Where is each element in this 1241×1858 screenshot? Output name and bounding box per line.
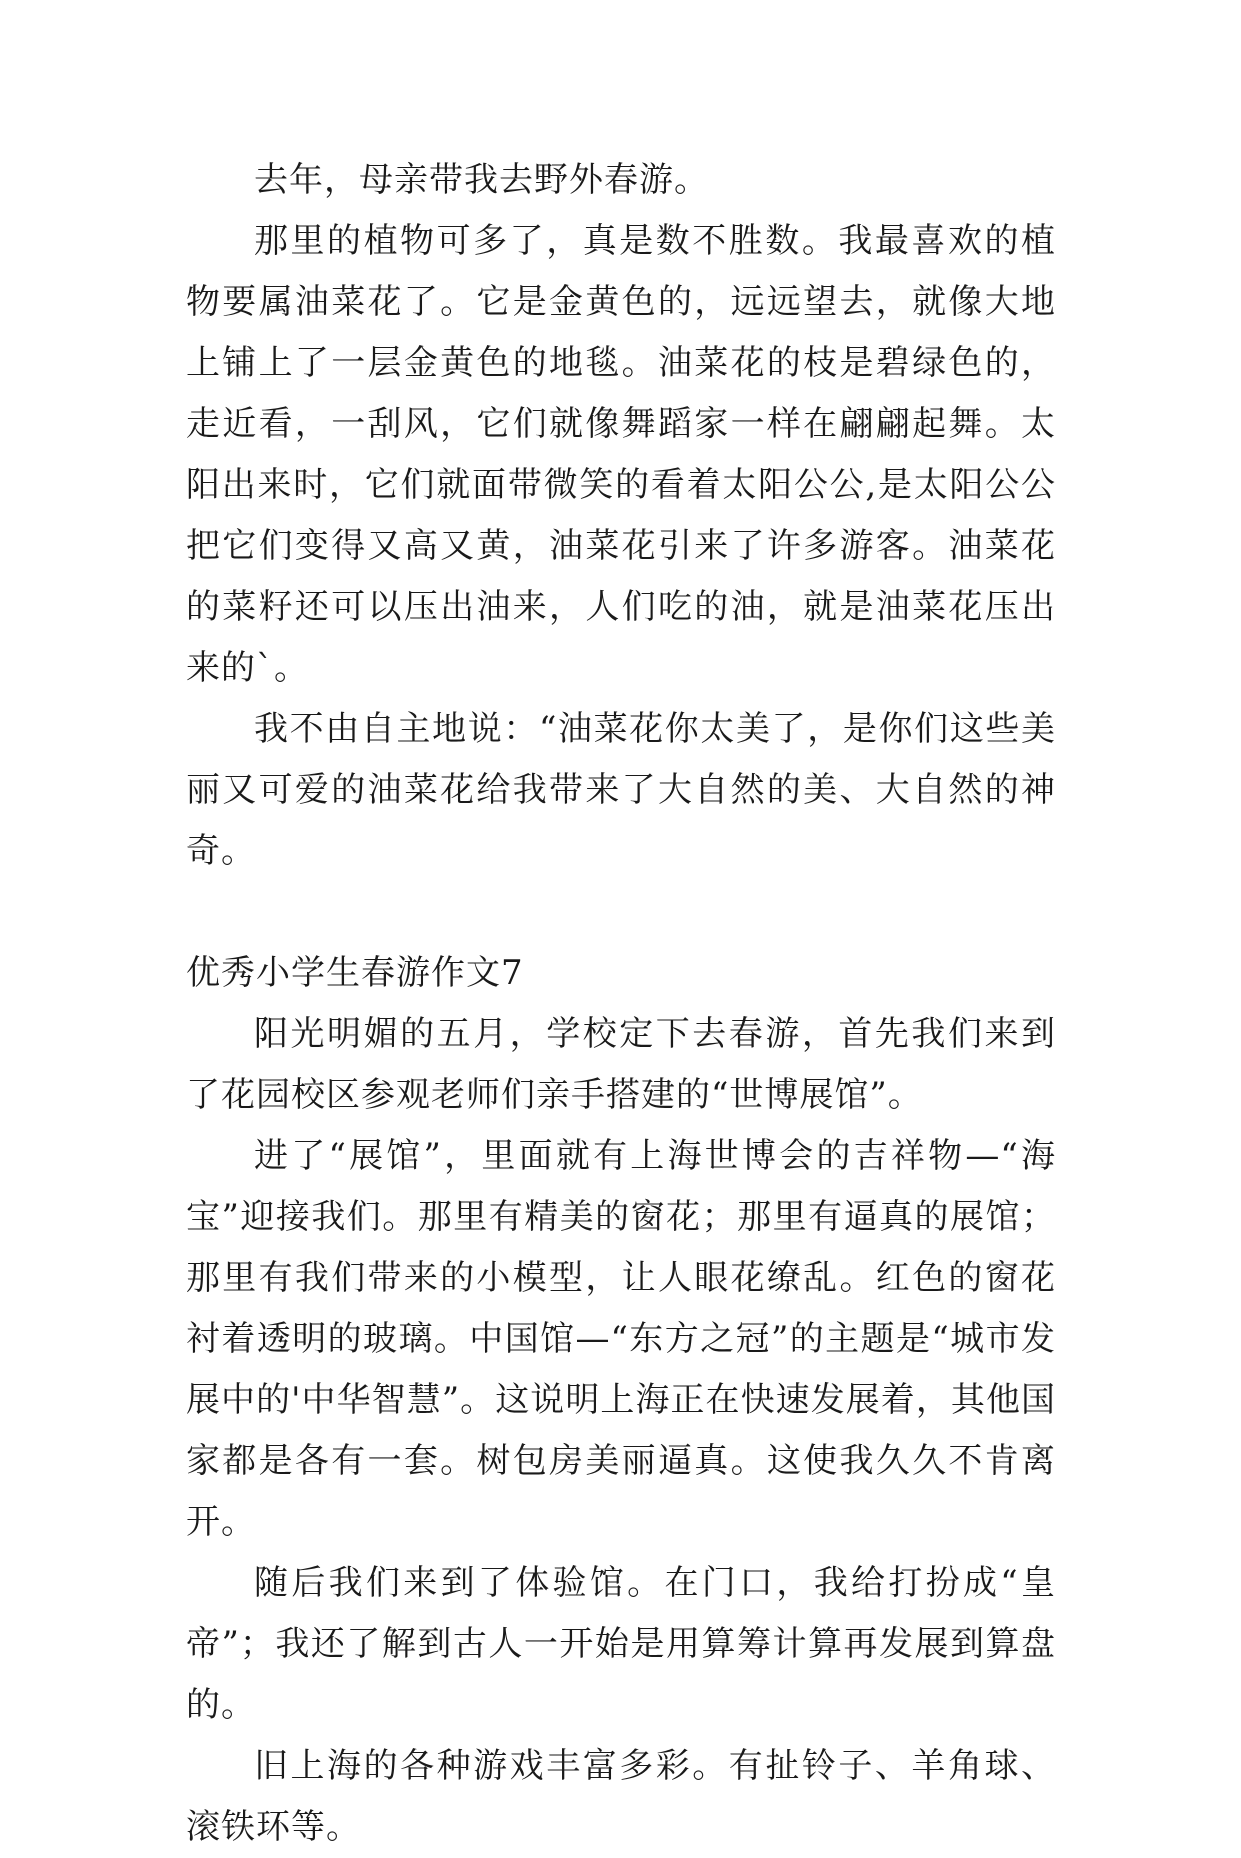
document-page [186, 150, 1056, 1858]
section-heading: 优秀小学生春游作文7 [186, 953, 524, 993]
paragraph: 我不由自主地说：“油菜花你太美了，是你们这些美丽又可爱的油菜花给我带来了大自然的美、大自然的神奇。 [186, 709, 1056, 871]
paragraph: 进了“展馆”，里面就有上海世博会的吉祥物—“海宝”迎接我们。那里有精美的窗花；那里有逼真的展馆；那里有我们带来的小模型，让人眼花缭乱。红色的窗花衬着透明的玻璃。中国馆—“东方之冠”的主题是“城市发展中的'中华智慧”。这说明上海正在快速发展着，其他国家都是各有一套。树包房美丽逼真。这使我久久不肯离开。 [186, 1136, 1056, 1542]
paragraph: 阳光明媚的五月，学校定下去春游，首先我们来到了花园校区参观老师们亲手搭建的“世博展馆”。 [186, 1014, 1056, 1115]
paragraph: 随后我们来到了体验馆。在门口，我给打扮成“皇帝”；我还了解到古人一开始是用算筹计算再发展到算盘的。 [186, 1563, 1056, 1725]
paragraph: 旧上海的各种游戏丰富多彩。有扯铃子、羊角球、滚铁环等。 [186, 1746, 1056, 1847]
paragraph: 那里的植物可多了，真是数不胜数。我最喜欢的植物要属油菜花了。它是金黄色的，远远望去，就像大地上铺上了一层金黄色的地毯。油菜花的枝是碧绿色的，走近看，一刮风，它们就像舞蹈家一样在翩翩起舞。太阳出来时，它们就面带微笑的看着太阳公公,是太阳公公把它们变得又高又黄，油菜花引来了许多游客。油菜花的菜籽还可以压出油来，人们吃的油，就是油菜花压出来的`。 [186, 221, 1056, 688]
paragraph: 去年，母亲带我去野外春游。 [254, 160, 709, 200]
